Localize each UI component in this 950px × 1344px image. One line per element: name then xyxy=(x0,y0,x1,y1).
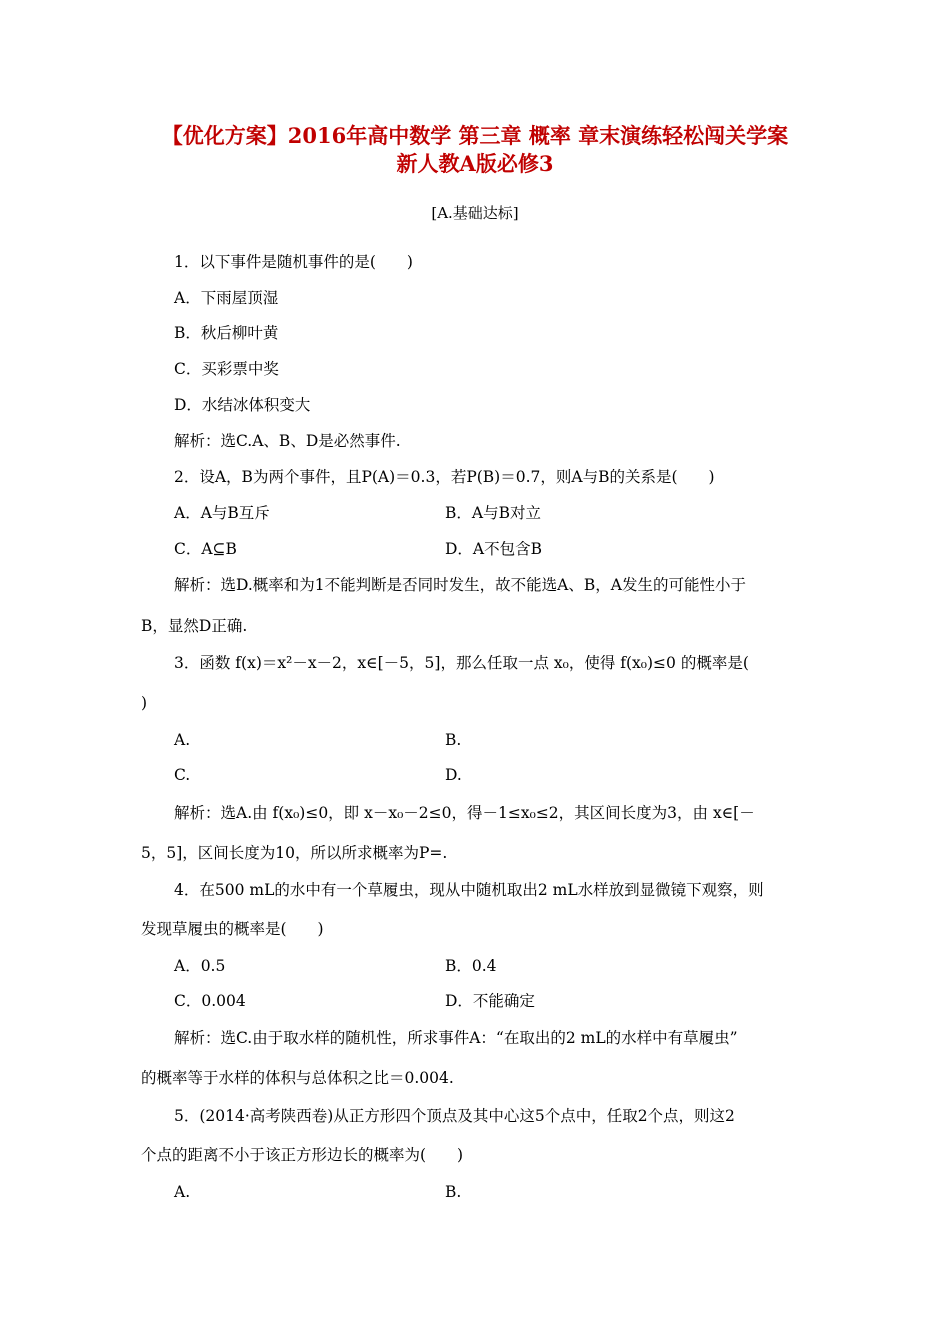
q5-option-a: A. xyxy=(174,1183,191,1201)
q2-option-c: C．A⊆B xyxy=(174,540,237,558)
q2-analysis-line1: 解析：选D.概率和为1不能判断是否同时发生，故不能选A、B，A发生的可能性小于 xyxy=(174,576,746,594)
q2-analysis-line2: B，显然D正确. xyxy=(141,617,248,635)
section-heading: [A.基础达标] xyxy=(431,204,519,222)
q3-analysis-line1: 解析：选A.由 f(x₀)≤0，即 x－x₀－2≤0，得－1≤x₀≤2，其区间长度为3，由 x∈[－ xyxy=(174,804,755,822)
q3-option-c: C. xyxy=(174,766,191,784)
q1-analysis: 解析：选C.A、B、D是必然事件. xyxy=(174,432,401,450)
q1-option-c: C．买彩票中奖 xyxy=(174,360,279,378)
q3-option-b: B. xyxy=(445,731,462,749)
q5-stem-line1: 5．(2014·高考陕西卷)从正方形四个顶点及其中心这5个点中，任取2个点，则这2 xyxy=(174,1107,735,1125)
q3-stem-line2: ) xyxy=(141,694,148,712)
q3-stem-line1: 3．函数 f(x)＝x²－x－2，x∈[－5，5]，那么任取一点 x₀，使得 f(x₀)≤0 的概率是( xyxy=(174,654,749,672)
q3-option-a: A. xyxy=(174,731,191,749)
q4-analysis-line2: 的概率等于水样的体积与总体积之比＝0.004. xyxy=(141,1069,454,1087)
q4-analysis-line1: 解析：选C.由于取水样的随机性，所求事件A：“在取出的2 mL的水样中有草履虫” xyxy=(174,1029,738,1047)
q3-analysis-line2: 5，5]，区间长度为10，所以所求概率为P=. xyxy=(141,844,448,862)
q1-stem: 1．以下事件是随机事件的是( ) xyxy=(174,253,413,271)
q1-option-d: D．水结冰体积变大 xyxy=(174,396,311,414)
q1-option-a: A．下雨屋顶湿 xyxy=(174,289,279,307)
q4-option-b: B．0.4 xyxy=(445,957,497,975)
q3-option-d: D. xyxy=(445,766,462,784)
q2-stem: 2．设A，B为两个事件，且P(A)＝0.3，若P(B)＝0.7，则A与B的关系是( ) xyxy=(174,468,715,486)
document-title-line2: 新人教A版必修3 xyxy=(396,151,554,176)
q1-option-b: B．秋后柳叶黄 xyxy=(174,324,279,342)
q4-stem-line1: 4．在500 mL的水中有一个草履虫，现从中随机取出2 mL水样放到显微镜下观察，则 xyxy=(174,881,764,899)
q2-option-a: A．A与B互斥 xyxy=(174,504,270,522)
q2-option-b: B．A与B对立 xyxy=(445,504,541,522)
q5-stem-line2: 个点的距离不小于该正方形边长的概率为( ) xyxy=(141,1146,464,1164)
q5-option-b: B. xyxy=(445,1183,462,1201)
q4-option-d: D．不能确定 xyxy=(445,992,535,1010)
q4-option-a: A．0.5 xyxy=(174,957,226,975)
q2-option-d: D．A不包含B xyxy=(445,540,543,558)
document-title-line1: 【优化方案】2016年高中数学 第三章 概率 章末演练轻松闯关学案 xyxy=(161,123,789,148)
q4-stem-line2: 发现草履虫的概率是( ) xyxy=(141,920,324,938)
q4-option-c: C．0.004 xyxy=(174,992,246,1010)
